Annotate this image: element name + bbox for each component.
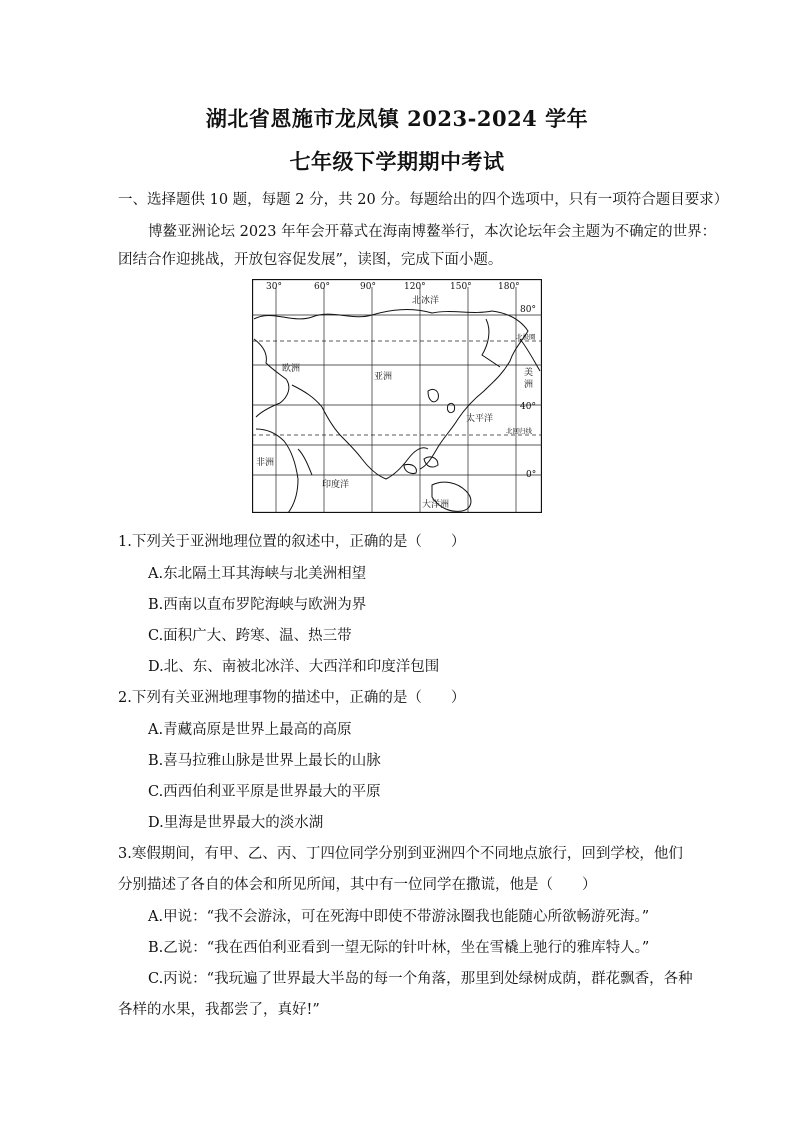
america-label-2: 洲: [524, 380, 534, 390]
lon-label-180: 180°: [498, 282, 520, 292]
question-3-option-a: A.甲说：“我不会游泳，可在死海中即使不带游泳圈我也能随心所欲畅游死海。”: [148, 909, 650, 925]
question-1-option-c: C.面积广大、跨寒、温、热三带: [148, 628, 352, 644]
pacific-ocean-label: 太平洋: [466, 414, 494, 424]
lat-label-0: 0°: [526, 470, 537, 480]
question-3-option-c-continued: 各样的水果，我都尝了，真好!”: [118, 1002, 320, 1018]
tropic-of-cancer-label: 北回归线: [506, 427, 532, 435]
asia-label: 亚洲: [374, 372, 393, 382]
lon-label-150: 150°: [450, 282, 472, 292]
lat-label-80: 80°: [520, 305, 536, 315]
lon-label-30: 30°: [266, 282, 282, 292]
europe-label: 欧洲: [282, 364, 301, 374]
arctic-circle-label: 北极圈: [516, 333, 536, 341]
question-2-option-d: D.里海是世界最大的淡水湖: [148, 815, 324, 831]
question-1-option-d: D.北、东、南被北冰洋、大西洋和印度洋包围: [148, 659, 440, 675]
lat-label-40: 40°: [520, 402, 536, 412]
question-3-stem-line-1: 3.寒假期间，有甲、乙、丙、丁四位同学分别到亚洲四个不同地点旅行，回到学校，他们: [118, 846, 683, 862]
africa-label: 非洲: [256, 458, 275, 468]
exam-title-line1: 湖北省恩施市龙凤镇 2023-2024 学年: [205, 106, 589, 131]
intro-line-1: 博鳌亚洲论坛 2023 年年会开幕式在海南博鳌举行，本次论坛年会主题为不确定的世界：: [148, 224, 717, 240]
question-2-stem: 2.下列有关亚洲地理事物的描述中，正确的是（ ）: [118, 690, 466, 706]
america-label-1: 美: [524, 368, 534, 378]
section-heading: 一、选择题供 10 题，每题 2 分，共 20 分。每题给出的四个选项中，只有一项符合题目要求）: [118, 192, 729, 208]
question-2-option-b: B.喜马拉雅山脉是世界上最长的山脉: [148, 753, 381, 769]
question-2-option-c: C.西西伯利亚平原是世界最大的平原: [148, 784, 381, 800]
question-1-stem: 1.下列关于亚洲地理位置的叙述中，正确的是（ ）: [118, 534, 466, 550]
asia-map-figure: [252, 279, 542, 513]
question-3-option-c: C.丙说：“我玩遍了世界最大半岛的每一个角落，那里到处绿树成荫，群花飘香，各种: [148, 971, 693, 987]
question-3-stem-line-2: 分别描述了各自的体会和所见所闻，其中有一位同学在撒谎，他是（ ）: [118, 877, 597, 893]
arctic-ocean-label: 北冰洋: [412, 296, 440, 306]
indian-ocean-label: 印度洋: [322, 480, 350, 490]
question-1-option-a: A.东北隔土耳其海峡与北美洲相望: [148, 566, 367, 582]
intro-line-2: 团结合作迎挑战，开放包容促发展”，读图，完成下面小题。: [118, 252, 503, 268]
lon-label-120: 120°: [404, 282, 426, 292]
lon-label-90: 90°: [360, 282, 376, 292]
question-3-option-b: B.乙说：“我在西伯利亚看到一望无际的针叶林，坐在雪橇上驰行的雅库特人。”: [148, 940, 650, 956]
oceania-label: 大洋洲: [422, 500, 450, 510]
exam-title-line2: 七年级下学期期中考试: [289, 149, 505, 174]
lon-label-60: 60°: [314, 282, 330, 292]
question-2-option-a: A.青藏高原是世界上最高的高原: [148, 722, 352, 738]
map-frame: [253, 280, 542, 513]
question-1-option-b: B.西南以直布罗陀海峡与欧洲为界: [148, 597, 367, 613]
